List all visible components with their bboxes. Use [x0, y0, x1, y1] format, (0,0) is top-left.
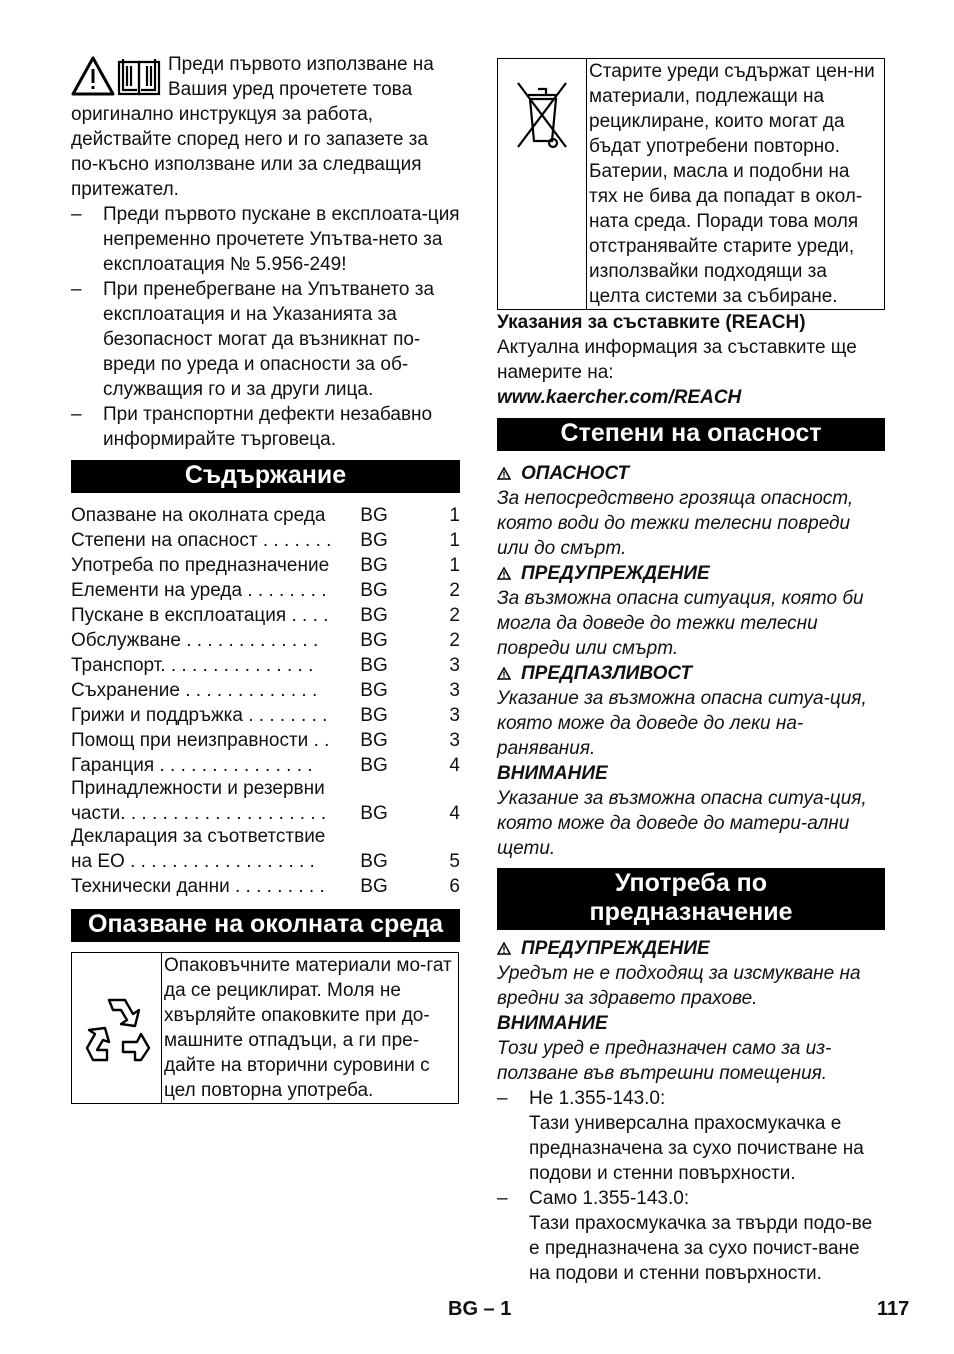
toc-entry-page: 5 — [449, 851, 460, 872]
reach-link[interactable]: www.kaercher.com/REACH — [497, 387, 742, 408]
env-heading: Опазване на околната среда — [71, 909, 460, 942]
toc-row[interactable] — [71, 578, 460, 603]
use-heading-line-1: Употреба по — [614, 869, 768, 897]
table-of-contents — [71, 503, 460, 899]
toc-leader-dots: . . — [308, 730, 330, 751]
toc-leader-dots: . . . . . . . . — [242, 705, 328, 726]
toc-row[interactable] — [71, 703, 460, 728]
warning-icon — [497, 942, 511, 955]
recycle-icon — [79, 990, 155, 1066]
use-items — [497, 1086, 885, 1286]
use-item-text: Тази прахосмукачка за твърди подо-ве е предназначена за сухо почист-ване на подови и стенни повърхности. — [529, 1213, 873, 1284]
hazard-description: За възможна опасна ситуация, която би могла да доведе до тежки телесни повреди или смърт. — [497, 588, 864, 659]
use-warning-text: Уредът не е подходящ за изсмукване на вредни за здравето прахове. — [497, 963, 861, 1009]
toc-entry-title-text: Гаранция — [71, 755, 155, 776]
toc-leader-dots: . . . . . . . . . . . . . . . — [154, 755, 313, 776]
page-number: 117 — [877, 1298, 910, 1320]
use-item-head: – Не 1.355-143.0: — [529, 1088, 666, 1109]
toc-row[interactable] — [71, 553, 460, 578]
use-item — [497, 1186, 885, 1286]
toc-row[interactable] — [71, 826, 460, 874]
manual-book-icon — [119, 59, 159, 94]
toc-leader-dots: . . . . . . . . . . . . . — [180, 630, 319, 651]
toc-row[interactable] — [71, 778, 460, 826]
toc-entry-title — [71, 503, 350, 528]
intro-bullet: – Преди първото пускане в експлоата-ция непременно прочетете Упътва-нето за експлоатация № 5.956-249! — [71, 202, 460, 277]
reach-title: Указания за съставките (REACH) — [497, 312, 806, 333]
toc-entry-title-text: Степени на опасност — [71, 530, 258, 551]
toc-entry-lang: BG — [360, 630, 388, 651]
toc-entry-page: 4 — [449, 755, 460, 776]
toc-entry-title — [71, 728, 350, 753]
hazard-label — [497, 461, 885, 486]
footer-code: BG – 1 — [448, 1298, 512, 1320]
toc-row[interactable] — [71, 678, 460, 703]
toc-leader-dots: . . . . . . . . . — [229, 876, 325, 897]
toc-entry-page: 3 — [449, 730, 460, 751]
left-column — [71, 52, 460, 1104]
toc-leader-dots: . . . . . . . . . . . . . . . . . . — [124, 851, 315, 872]
toc-leader-dots: . . . . . . . . . . . . . — [179, 680, 318, 701]
toc-row[interactable] — [71, 728, 460, 753]
toc-entry-title-text: Технически данни — [71, 876, 230, 897]
env-recycle-box — [71, 952, 459, 1104]
warning-icon — [497, 467, 511, 480]
intro-block — [71, 52, 460, 202]
toc-entry-lang: BG — [360, 730, 388, 751]
toc-entry-page: 3 — [449, 705, 460, 726]
toc-entry-title-text: Елементи на уреда — [71, 580, 243, 601]
crossed-bin-icon — [512, 77, 572, 153]
toc-entry-title — [71, 753, 350, 778]
toc-leader-dots: . . . . . . . . — [242, 580, 327, 601]
toc-entry-page: 2 — [449, 580, 460, 601]
toc-leader-dots: . . . . — [286, 605, 329, 626]
intro-text: оригинално инструкцуя за работа, действайте според него и го запазете за по-късно използване или за следващия притежател. — [71, 104, 428, 200]
toc-entry-lang: BG — [360, 680, 388, 701]
toc-entry-title-line: Принадлежности и резервни — [71, 778, 325, 799]
toc-entry-lang: BG — [360, 705, 388, 726]
hazard-label — [497, 761, 885, 786]
use-heading-line-2: предназначение — [589, 898, 793, 926]
toc-entry-title — [71, 703, 350, 728]
toc-entry-title-text: Пускане в експлоатация — [71, 605, 287, 626]
toc-entry-page: 2 — [449, 605, 460, 626]
toc-entry-lang: BG — [360, 605, 388, 626]
env-box-text: Опаковъчните материали мо-гат да се рециклират. Моля не хвърляйте опаковките при до-машните отпадъци, а ги пре-дайте на вторични суровини с цел повторна употреба. — [164, 955, 452, 1101]
toc-entry-title — [71, 776, 350, 826]
toc-row[interactable] — [71, 603, 460, 628]
toc-entry-title — [71, 578, 350, 603]
toc-entry-page: 3 — [449, 655, 460, 676]
reach-text: Актуална информация за съставките ще намерите на: — [497, 337, 857, 383]
intro-line-2: Вашия уред прочетете това — [168, 79, 413, 100]
toc-entry-page: 2 — [449, 630, 460, 651]
toc-entry-title-line: на ЕО — [71, 851, 125, 872]
use-item-head: – Само 1.355-143.0: — [529, 1188, 690, 1209]
toc-entry-title-text: Обслужване — [71, 630, 181, 651]
hazard-label — [497, 661, 885, 686]
toc-entry-title — [71, 653, 350, 678]
toc-entry-title-text: Съхранение — [71, 680, 180, 701]
toc-entry-title — [71, 678, 350, 703]
toc-row[interactable] — [71, 874, 460, 899]
toc-leader-dots: . . . . . . . — [257, 530, 332, 551]
toc-entry-lang: BG — [360, 655, 388, 676]
toc-entry-lang: BG — [360, 876, 388, 897]
toc-entry-page: 6 — [449, 876, 460, 897]
hazard-levels — [497, 461, 885, 861]
intro-line-1: Преди първото използване на — [168, 54, 434, 75]
toc-entry-title — [71, 528, 350, 553]
warning-manual-icon — [71, 54, 163, 98]
toc-row[interactable] — [71, 753, 460, 778]
old-devices-text: Старите уреди съдържат цен-ни материали, подлежащи на рециклиране, които могат да бъдат употребени повторно. Батерии, масла и подобни на тях не бива да попадат в окол-ната среда. Поради това моля отстранявайте старите уреди, използвайки подходящи за целта системи за събиране. — [589, 61, 875, 307]
intro-bullet: – При транспортни дефекти незабавно информирайте търговеца. — [71, 402, 460, 452]
hazard-label-text: ПРЕДПАЗЛИВОСТ — [521, 663, 692, 684]
toc-row[interactable] — [71, 653, 460, 678]
hazard-description: За непосредствено грозяща опасност, която води до тежки телесни повреди или до смърт. — [497, 488, 854, 559]
toc-entry-title-line: части — [71, 803, 121, 824]
use-attention-text: Този уред е предназначен само за из-ползване във вътрешни помещения. — [497, 1038, 832, 1084]
toc-entry-title-text: Грижи и поддръжка — [71, 705, 243, 726]
hazard-label-text: ВНИМАНИЕ — [497, 763, 608, 784]
toc-entry-lang: BG — [360, 530, 388, 551]
toc-row[interactable] — [71, 528, 460, 553]
hazard-description: Указание за възможна опасна ситуа-ция, която може да доведе до леки на-ранявания. — [497, 688, 867, 759]
warning-icon — [73, 58, 113, 94]
right-column — [497, 58, 885, 1286]
hazard-heading: Степени на опасност — [497, 418, 885, 451]
warning-icon — [497, 567, 511, 580]
toc-entry-page: 4 — [449, 803, 460, 824]
hazard-label-text: ОПАСНОСТ — [521, 463, 630, 484]
toc-leader-dots: . . . . . . . . . . . . . . . . . . . . — [120, 803, 327, 824]
use-item-text: Тази универсална прахосмукачка е предназначена за сухо почистване на подови и стенни повърхности. — [529, 1113, 864, 1184]
toc-entry-title — [71, 874, 350, 899]
toc-entry-lang: BG — [360, 851, 388, 872]
toc-entry-lang: BG — [360, 803, 388, 824]
toc-heading: Съдържание — [71, 460, 460, 493]
toc-entry-lang: BG — [360, 580, 388, 601]
hazard-label-text: ПРЕДУПРЕЖДЕНИЕ — [521, 563, 710, 584]
toc-entry-page: 3 — [449, 680, 460, 701]
intro-bullet: – При пренебрегване на Упътването за експлоатация и на Указанията за безопасност могат да възникнат по-вреди по уреда и опасности за об-служващия го и за други лица. — [71, 277, 460, 402]
toc-row[interactable] — [71, 628, 460, 653]
toc-entry-title — [71, 603, 350, 628]
toc-entry-page: 1 — [449, 530, 460, 551]
use-attention-label: ВНИМАНИЕ — [497, 1013, 608, 1034]
hazard-label — [497, 561, 885, 586]
toc-entry-title — [71, 628, 350, 653]
toc-entry-page: 1 — [449, 555, 460, 576]
intro-bullets — [71, 202, 460, 452]
toc-entry-lang: BG — [360, 555, 388, 576]
use-heading — [497, 868, 885, 930]
toc-entry-page: 1 — [449, 505, 460, 526]
toc-entry-title-text: Опазване на околната среда — [71, 505, 326, 526]
hazard-description: Указание за възможна опасна ситуа-ция, която може да доведе до матери-ални щети. — [497, 788, 867, 859]
toc-entry-title-text: Помощ при неизправности — [71, 730, 309, 751]
warning-icon — [497, 667, 511, 680]
toc-entry-title — [71, 553, 350, 578]
use-item — [497, 1086, 885, 1186]
toc-entry-lang: BG — [360, 505, 388, 526]
old-devices-box — [497, 58, 885, 310]
toc-leader-dots: . . . . . . . . . . . . . . . — [160, 655, 314, 676]
toc-entry-title-line: Декларация за съответствие — [71, 826, 326, 847]
toc-entry-title — [71, 824, 350, 874]
use-warning-label: ПРЕДУПРЕЖДЕНИЕ — [497, 936, 885, 961]
toc-entry-lang: BG — [360, 755, 388, 776]
toc-entry-title-text: Транспорт — [71, 655, 161, 676]
toc-entry-title-text: Употреба по предназначение — [71, 555, 330, 576]
toc-row[interactable] — [71, 503, 460, 528]
